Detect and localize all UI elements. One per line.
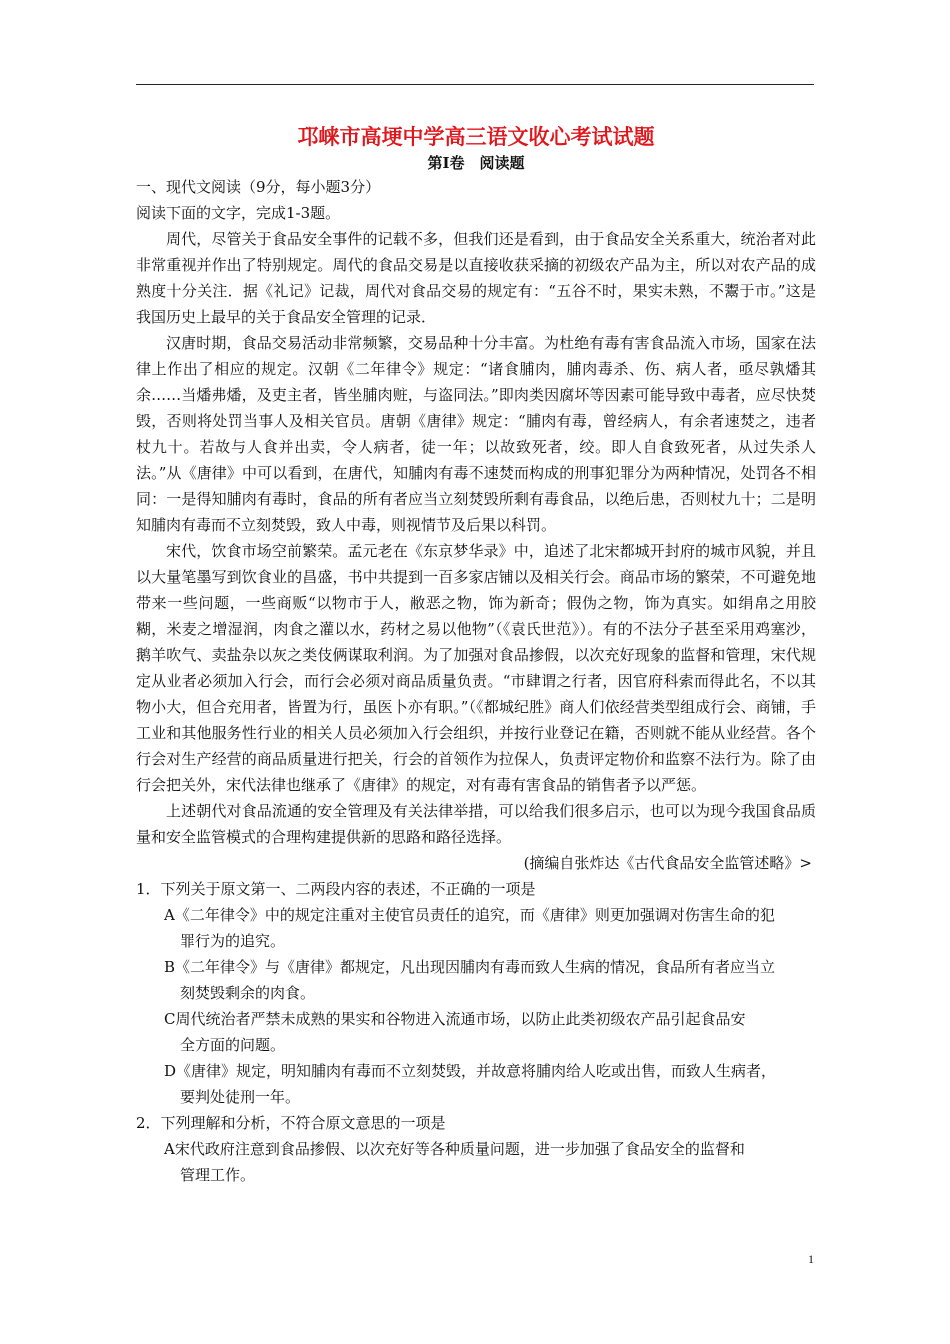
option-text-cont: 刻焚毁剩余的肉食。 [180,984,316,1002]
option-text-cont: 要判处徒刑一年。 [180,1088,301,1106]
question-1 [136,876,816,1110]
question-stem: 1．下列关于原文第一、二两段内容的表述，不正确的一项是 [136,880,536,898]
source-citation: (摘编自张炸达《古代食品安全监管述略》> [523,854,812,872]
option-a [136,1136,816,1188]
option-c [136,1006,816,1058]
option-text-cont: 全方面的问题。 [180,1036,286,1054]
option-text: C周代统治者严禁未成熟的果实和谷物进入流通市场，以防止此类初级农产品引起食品安 [164,1010,746,1028]
option-text: A宋代政府注意到食品掺假、以次充好等各种质量问题，进一步加强了食品安全的监督和 [164,1140,745,1158]
section-subtitle: 第Ⅰ卷 阅读题 [427,154,525,172]
option-d [136,1058,816,1110]
option-text: B《二年律令》与《唐律》都规定，凡出现因脯肉有毒而致人生病的情况，食品所有者应当立 [164,958,776,976]
option-b [136,954,816,1006]
paragraph: 汉唐时期，食品交易活动非常频繁，交易品种十分丰富。为杜绝有毒有害食品流入市场，国家在法律上作出了相应的规定。汉朝《二年律令》规定：“诸食脯肉，脯肉毒杀、伤、病人者，亟尽孰燔其余……当燔弗燔，及吏主者，皆坐脯肉赃，与盗同法。”即肉类因腐坏等因素可能导致中毒者，应尽快焚毁，否则将处罚当事人及相关官员。唐朝《唐律》规定：“脯肉有毒，曾经病人，有余者速焚之，违者杖九十。若故与人食并出卖，令人病者，徒一年；以故致死者，绞。即人自食致死者，从过失杀人法。”从《唐律》中可以看到，在唐代，知脯肉有毒不速焚而构成的刑事犯罪分为两种情况，处罚各不相同：一是得知脯肉有毒时，食品的所有者应当立刻焚毁所剩有毒食品，以绝后患，否则杖九十；二是明知脯肉有毒而不立刻焚毁，致人中毒，则视情节及后果以科罚。 [136,334,816,534]
option-text-cont: 管理工作。 [180,1166,256,1184]
question-2 [136,1110,816,1188]
document-body [136,120,816,1188]
paragraph: 周代，尽管关于食品安全事件的记载不多，但我们还是看到，由于食品安全关系重大，统治者对此非常重视并作出了特别规定。周代的食品交易是以直接收获采摘的初级农产品为主，所以对农产品的成熟度十分关注．据《礼记》记裁，周代对食品交易的规定有：“五谷不时，果实未熟，不鬻于市。”这是我国历史上最早的关于食品安全管理的记录． [136,230,816,326]
header-rule [136,84,814,85]
option-text: D《唐律》规定，明知脯肉有毒而不立刻焚毁，并故意将脯肉给人吃或出售，而致人生病者， [164,1062,777,1080]
question-stem: 2．下列理解和分析，不符合原文意思的一项是 [136,1114,446,1132]
option-text-cont: 罪行为的追究。 [180,932,286,950]
option-text: A《二年律令》中的规定注重对主使官员责任的追究，而《唐律》则更加强调对伤害生命的犯 [164,906,775,924]
page-title: 邛崃市高埂中学高三语文收心考试试题 [297,124,655,149]
option-a [136,902,816,954]
reading-instruction: 阅读下面的文字，完成1-3题。 [136,204,341,222]
page-number: 1 [808,1252,814,1266]
section-heading: 一、现代文阅读（9分，每小题3分） [136,178,381,196]
paragraph: 宋代，饮食市场空前繁荣。孟元老在《东京梦华录》中，追述了北宋都城开封府的城市风貌，并且以大量笔墨写到饮食业的昌盛，书中共提到一百多家店铺以及相关行会。商品市场的繁荣，不可避免地带来一些问题，一些商贩“以物市于人，敝恶之物，饰为新奇；假伪之物，饰为真实。如绢帛之用胶糊，米麦之增湿润，肉食之灌以水，药材之易以他物”（《袁氏世范》）。有的不法分子甚至采用鸡塞沙，鹅羊吹气、卖盐杂以灰之类伎俩谋取利润。为了加强对食品掺假，以次充好现象的监督和管理，宋代规定从业者必须加入行会，而行会必须对商品质量负责。“市肆谓之行者，因官府科索而得此名，不以其物小大，但合充用者，皆置为行，虽医卜亦有职。”（《都城纪胜》商人们依经营类型组成行会、商铺，手工业和其他服务性行业的相关人员必须加入行会组织，并按行业登记在籍，否则就不能从业经营。各个行会对生产经营的商品质量进行把关，行会的首领作为拉保人，负责评定物价和监察不法行为。除了由行会把关外，宋代法律也继承了《唐律》的规定，对有毒有害食品的销售者予以严惩。 [136,542,816,794]
paragraph: 上述朝代对食品流通的安全管理及有关法律举措，可以给我们很多启示，也可以为现今我国食品质量和安全监管模式的合理构建提供新的思路和路径选择。 [136,802,816,846]
